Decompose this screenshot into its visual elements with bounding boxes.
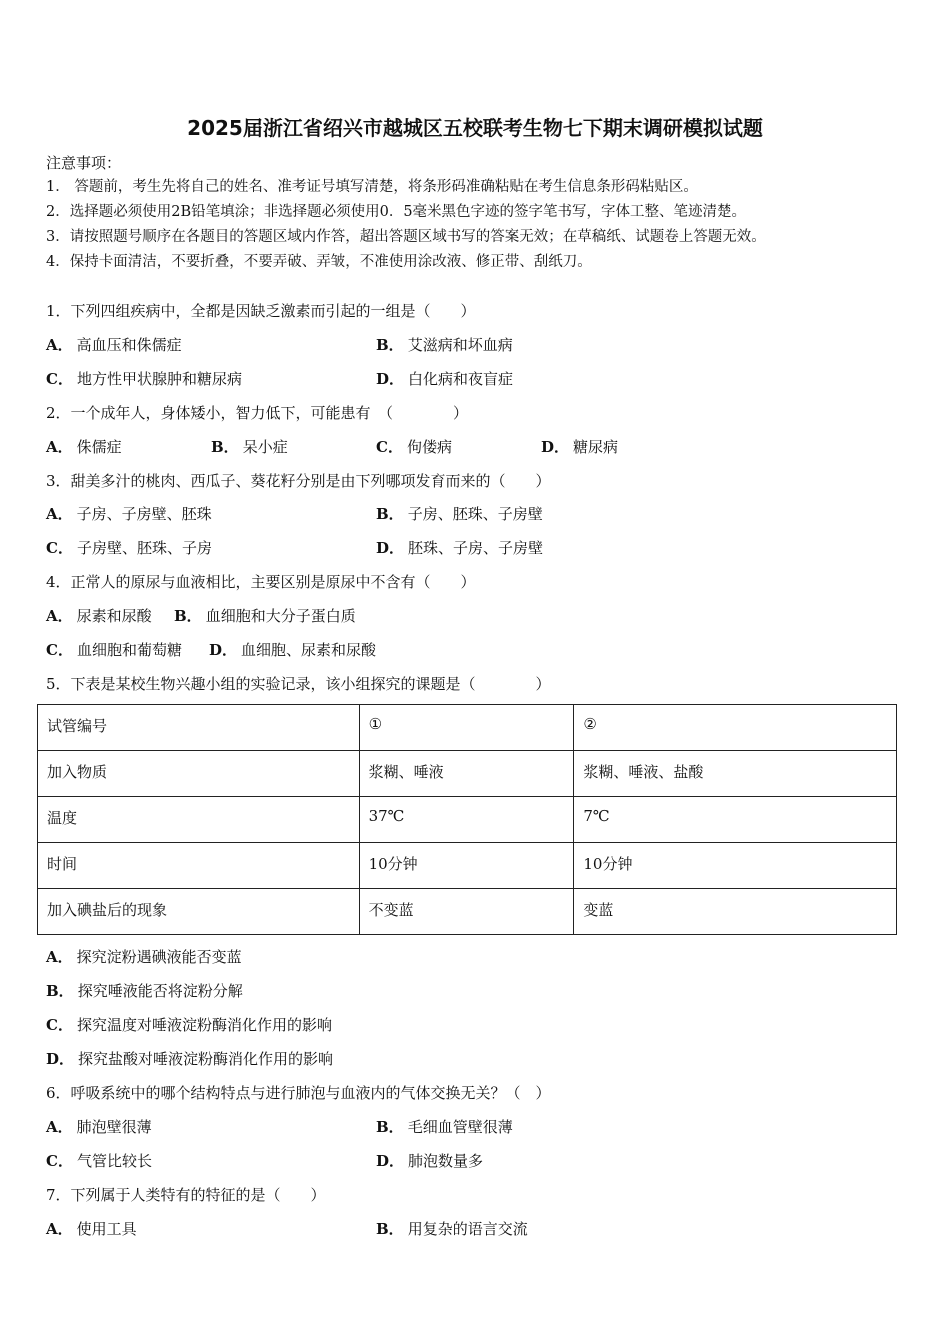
option-text: 白化病和夜盲症 [408, 370, 514, 388]
question-5-option-c [46, 1015, 332, 1035]
question-4-stem: 4．正常人的原尿与血液相比，主要区别是原尿中不含有（ ） [46, 573, 476, 591]
table-cell: 10分钟 [574, 843, 897, 889]
question-1-option-c [46, 369, 242, 389]
question-7-option-a [46, 1219, 137, 1239]
table-cell: 浆糊、唾液 [359, 751, 574, 797]
question-4-option-b [174, 606, 356, 626]
option-label: A． [46, 1118, 73, 1136]
table-cell: 时间 [38, 843, 360, 889]
option-label: B． [46, 982, 74, 1000]
table-cell: ① [359, 705, 574, 751]
option-label: A． [46, 607, 73, 625]
notice-item: 1． 答题前，考生先将自己的姓名、准考证号填写清楚，将条形码准确粘贴在考生信息条形码粘贴区。 [46, 179, 698, 195]
question-2-option-c [376, 437, 452, 457]
question-5-option-b [46, 981, 243, 1001]
option-label: A． [46, 505, 73, 523]
option-label: D． [46, 1050, 75, 1068]
option-label: C． [46, 370, 73, 388]
option-text: 气管比较长 [76, 1152, 152, 1170]
page-title: 2025届浙江省绍兴市越城区五校联考生物七下期末调研模拟试题 [187, 116, 763, 140]
option-label: D． [209, 641, 238, 659]
question-4-option-a [46, 606, 152, 626]
table-cell: 10分钟 [359, 843, 574, 889]
question-6-option-c [46, 1151, 152, 1171]
option-text: 血细胞和大分子蛋白质 [205, 607, 356, 625]
table-cell: 试管编号 [38, 705, 360, 751]
question-2-option-b [211, 437, 288, 457]
table-cell: 加入物质 [38, 751, 360, 797]
question-5-option-a [46, 947, 242, 967]
option-label: A． [46, 336, 73, 354]
option-text: 糖尿病 [573, 438, 619, 456]
option-label: B． [174, 607, 202, 625]
question-4-option-d [209, 640, 376, 660]
question-3-option-b [376, 504, 543, 524]
table-row [38, 889, 897, 935]
option-label: B． [376, 1118, 404, 1136]
option-label: A． [46, 1220, 73, 1238]
notice-item: 4．保持卡面清洁，不要折叠，不要弄破、弄皱，不准使用涂改液、修正带、刮纸刀。 [46, 254, 592, 270]
question-5-option-d [46, 1049, 333, 1069]
question-3-stem: 3．甜美多汁的桃肉、西瓜子、葵花籽分别是由下列哪项发育而来的（ ） [46, 472, 551, 490]
option-label: C． [46, 1016, 73, 1034]
option-text: 侏儒症 [76, 438, 122, 456]
option-text: 地方性甲状腺肿和糖尿病 [76, 370, 242, 388]
table-cell: 加入碘盐后的现象 [38, 889, 360, 935]
table-row [38, 797, 897, 843]
table-cell: 浆糊、唾液、盐酸 [574, 751, 897, 797]
option-text: 探究温度对唾液淀粉酶消化作用的影响 [76, 1016, 332, 1034]
option-label: C． [46, 641, 73, 659]
question-1-stem: 1．下列四组疾病中，全都是因缺乏激素而引起的一组是（ ） [46, 302, 476, 320]
option-text: 毛细血管壁很薄 [407, 1118, 513, 1136]
question-1-option-d [376, 369, 513, 389]
question-5-stem: 5．下表是某校生物兴趣小组的实验记录，该小组探究的课题是（ ） [46, 675, 551, 693]
question-2-stem: 2．一个成年人，身体矮小，智力低下，可能患有 （ ） [46, 404, 469, 422]
table-cell: 温度 [38, 797, 360, 843]
option-label: B． [211, 438, 239, 456]
option-label: D． [376, 370, 405, 388]
option-text: 探究淀粉遇碘液能否变蓝 [76, 948, 242, 966]
notice-list [46, 177, 766, 277]
notice-heading: 注意事项： [46, 154, 122, 172]
question-3-option-a [46, 504, 212, 524]
question-7-stem: 7．下列属于人类特有的特征的是（ ） [46, 1186, 326, 1204]
table-cell: ② [574, 705, 897, 751]
option-label: B． [376, 1220, 404, 1238]
option-text: 血细胞、尿素和尿酸 [241, 641, 377, 659]
option-text: 肺泡数量多 [408, 1152, 484, 1170]
question-6-option-a [46, 1117, 152, 1137]
option-text: 子房、子房壁、胚珠 [76, 505, 212, 523]
option-label: A． [46, 438, 73, 456]
option-label: C． [46, 1152, 73, 1170]
table-cell: 7℃ [574, 797, 897, 843]
table-row [38, 705, 897, 751]
option-label: B． [376, 505, 404, 523]
question-1-option-b [376, 335, 513, 355]
question-1-option-a [46, 335, 182, 355]
experiment-table [37, 704, 897, 935]
option-text: 用复杂的语言交流 [407, 1220, 528, 1238]
option-text: 尿素和尿酸 [76, 607, 152, 625]
table-cell: 变蓝 [574, 889, 897, 935]
table-cell: 不变蓝 [359, 889, 574, 935]
option-label: C． [376, 438, 403, 456]
option-text: 子房、胚珠、子房壁 [407, 505, 543, 523]
notice-item: 2．选择题必须使用2B铅笔填涂；非选择题必须使用0．5毫米黑色字迹的签字笔书写，字体工整、笔迹清楚。 [46, 204, 747, 220]
option-label: A． [46, 948, 73, 966]
question-6-option-b [376, 1117, 513, 1137]
question-7-option-b [376, 1219, 528, 1239]
option-text: 高血压和侏儒症 [76, 336, 182, 354]
option-label: D． [541, 438, 570, 456]
table-cell: 37℃ [359, 797, 574, 843]
option-text: 血细胞和葡萄糖 [76, 641, 182, 659]
question-2-option-d [541, 437, 618, 457]
option-label: D． [376, 539, 405, 557]
option-text: 探究盐酸对唾液淀粉酶消化作用的影响 [78, 1050, 334, 1068]
question-6-stem: 6．呼吸系统中的哪个结构特点与进行肺泡与血液内的气体交换无关？（ ） [46, 1084, 551, 1102]
question-4-option-c [46, 640, 182, 660]
option-text: 肺泡壁很薄 [76, 1118, 152, 1136]
option-text: 子房壁、胚珠、子房 [76, 539, 212, 557]
option-text: 探究唾液能否将淀粉分解 [77, 982, 243, 1000]
table-row [38, 843, 897, 889]
table-row [38, 751, 897, 797]
question-6-option-d [376, 1151, 483, 1171]
option-text: 呆小症 [242, 438, 288, 456]
question-3-option-c [46, 538, 212, 558]
option-text: 艾滋病和坏血病 [407, 336, 513, 354]
option-label: D． [376, 1152, 405, 1170]
option-text: 佝偻病 [406, 438, 452, 456]
option-label: C． [46, 539, 73, 557]
option-text: 胚珠、子房、子房壁 [408, 539, 544, 557]
option-text: 使用工具 [76, 1220, 137, 1238]
notice-item: 3．请按照题号顺序在各题目的答题区域内作答，超出答题区域书写的答案无效；在草稿纸、试题卷上答题无效。 [46, 229, 766, 245]
question-2-option-a [46, 437, 122, 457]
question-3-option-d [376, 538, 543, 558]
option-label: B． [376, 336, 404, 354]
